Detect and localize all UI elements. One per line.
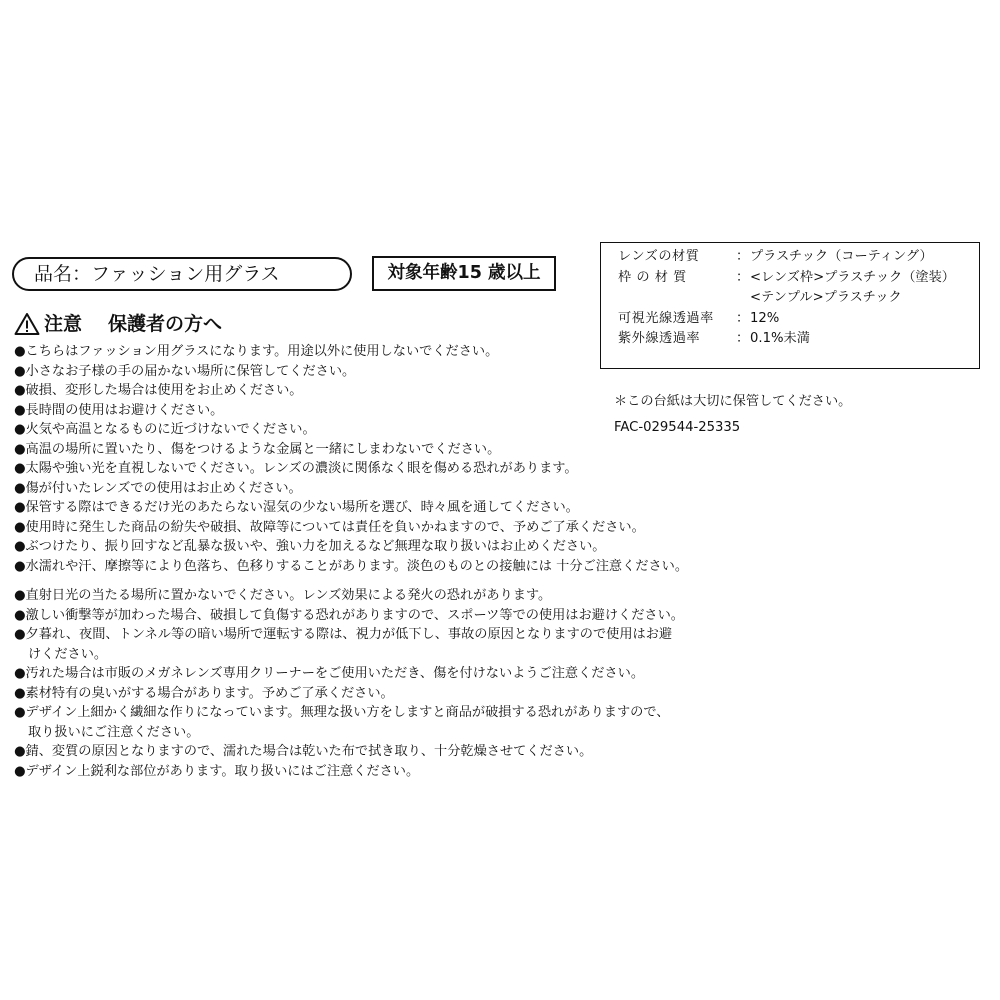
caution-item: ●傷が付いたレンズでの使用はお止めください。 [14, 480, 302, 496]
caution-item: ●使用時に発生した商品の紛失や破損、故障等については責任を負いかねますので、予めご了承ください。 [14, 519, 645, 535]
spec-value: プラスチック（コーティング） [750, 249, 933, 264]
spec-value: 12% [750, 310, 780, 326]
caution-item: ●素材特有の臭いがする場合があります。予めご了承ください。 [14, 685, 394, 701]
caution-item-continuation: 取り扱いにご注意ください。 [28, 724, 200, 740]
spec-value: <レンズ枠>プラスチック（塗装） [750, 269, 955, 285]
spec-separator: ： [736, 310, 750, 326]
caution-item: ●こちらはファッション用グラスになります。用途以外に使用しないでください。 [14, 344, 499, 359]
caution-item: ●錆、変質の原因となりますので、濡れた場合は乾いた布で拭き取り、十分乾燥させてください。 [14, 744, 593, 759]
caution-item: ●汚れた場合は市販のメガネレンズ専用クリーナーをご使用いただき、傷を付けないようご注意ください。 [14, 666, 645, 681]
warning-heading [14, 310, 222, 338]
product-code: FAC-029544-25335 [614, 420, 741, 435]
caution-item: ●激しい衝撃等が加わった場合、破損して負傷する恐れがありますので、スポーツ等での使用はお避けください。 [14, 607, 684, 623]
caution-item-continuation: けください。 [28, 646, 108, 662]
spec-row-frame-material [618, 268, 979, 289]
spec-separator: ： [736, 269, 750, 285]
spec-row-lens-material [618, 247, 979, 268]
caution-item: ●太陽や強い光を直視しないでください。レンズの濃淡に関係なく眼を傷める恐れがあります。 [14, 461, 578, 476]
caution-item: ●デザイン上細かく繊細な作りになっています。無理な扱い方をしますと商品が破損する恐れがありますので、 [14, 705, 670, 720]
spec-row-temple-material [618, 288, 979, 309]
caution-item: ●火気や高温となるものに近づけないでください。 [14, 422, 316, 437]
warning-title: 注意 [44, 313, 83, 335]
material-spec-box [600, 242, 980, 369]
caution-item: ●ぶつけたり、振り回すなど乱暴な扱いや、強い力を加えるなど無理な取り扱いはお止めください。 [14, 539, 606, 554]
caution-list-2 [14, 586, 804, 781]
keep-card-note: ＊この台紙は大切に保管してください。 [614, 394, 852, 409]
spec-value: 0.1%未満 [750, 331, 810, 346]
warning-subtitle: 保護者の方へ [108, 313, 223, 335]
warning-triangle-icon [14, 312, 40, 336]
spec-label: 枠 の 材 質 [618, 269, 687, 285]
caution-item: ●夕暮れ、夜間、トンネル等の暗い場所で運転する際は、視力が低下し、事故の原因となりますので使用はお避 [14, 627, 673, 642]
caution-item: ●デザイン上鋭利な部位があります。取り扱いにはご注意ください。 [14, 763, 420, 779]
caution-item: ●高温の場所に置いたり、傷をつけるような金属と一緒にしまわないでください。 [14, 441, 501, 457]
spec-row-visible-transmittance [618, 309, 979, 330]
age-target-badge: 対象年齢15 歳以上 [372, 256, 556, 291]
spec-separator: ： [736, 249, 750, 264]
spec-separator: ： [736, 331, 750, 346]
spec-label: 紫外線透過率 [618, 331, 701, 346]
product-name-label: 品名：ファッション用グラス [12, 257, 352, 291]
caution-list-1 [14, 342, 804, 576]
caution-item: ●保管する際はできるだけ光のあたらない湿気の少ない場所を選び、時々風を通してください。 [14, 500, 579, 515]
spec-value: <テンプル>プラスチック [750, 290, 902, 305]
caution-item: ●小さなお子様の手の届かない場所に保管してください。 [14, 363, 356, 379]
spec-row-uv-transmittance [618, 329, 979, 350]
caution-item: ●水濡れや汗、摩擦等により色落ち、色移りすることがあります。淡色のものとの接触には 十分ご注意ください。 [14, 558, 689, 574]
spec-label: レンズの材質 [618, 249, 700, 264]
caution-item: ●長時間の使用はお避けください。 [14, 402, 224, 418]
caution-item: ●直射日光の当たる場所に置かないでください。レンズ効果による発火の恐れがあります。 [14, 588, 552, 603]
spec-label: 可視光線透過率 [618, 310, 714, 326]
caution-item: ●破損、変形した場合は使用をお止めください。 [14, 383, 303, 398]
